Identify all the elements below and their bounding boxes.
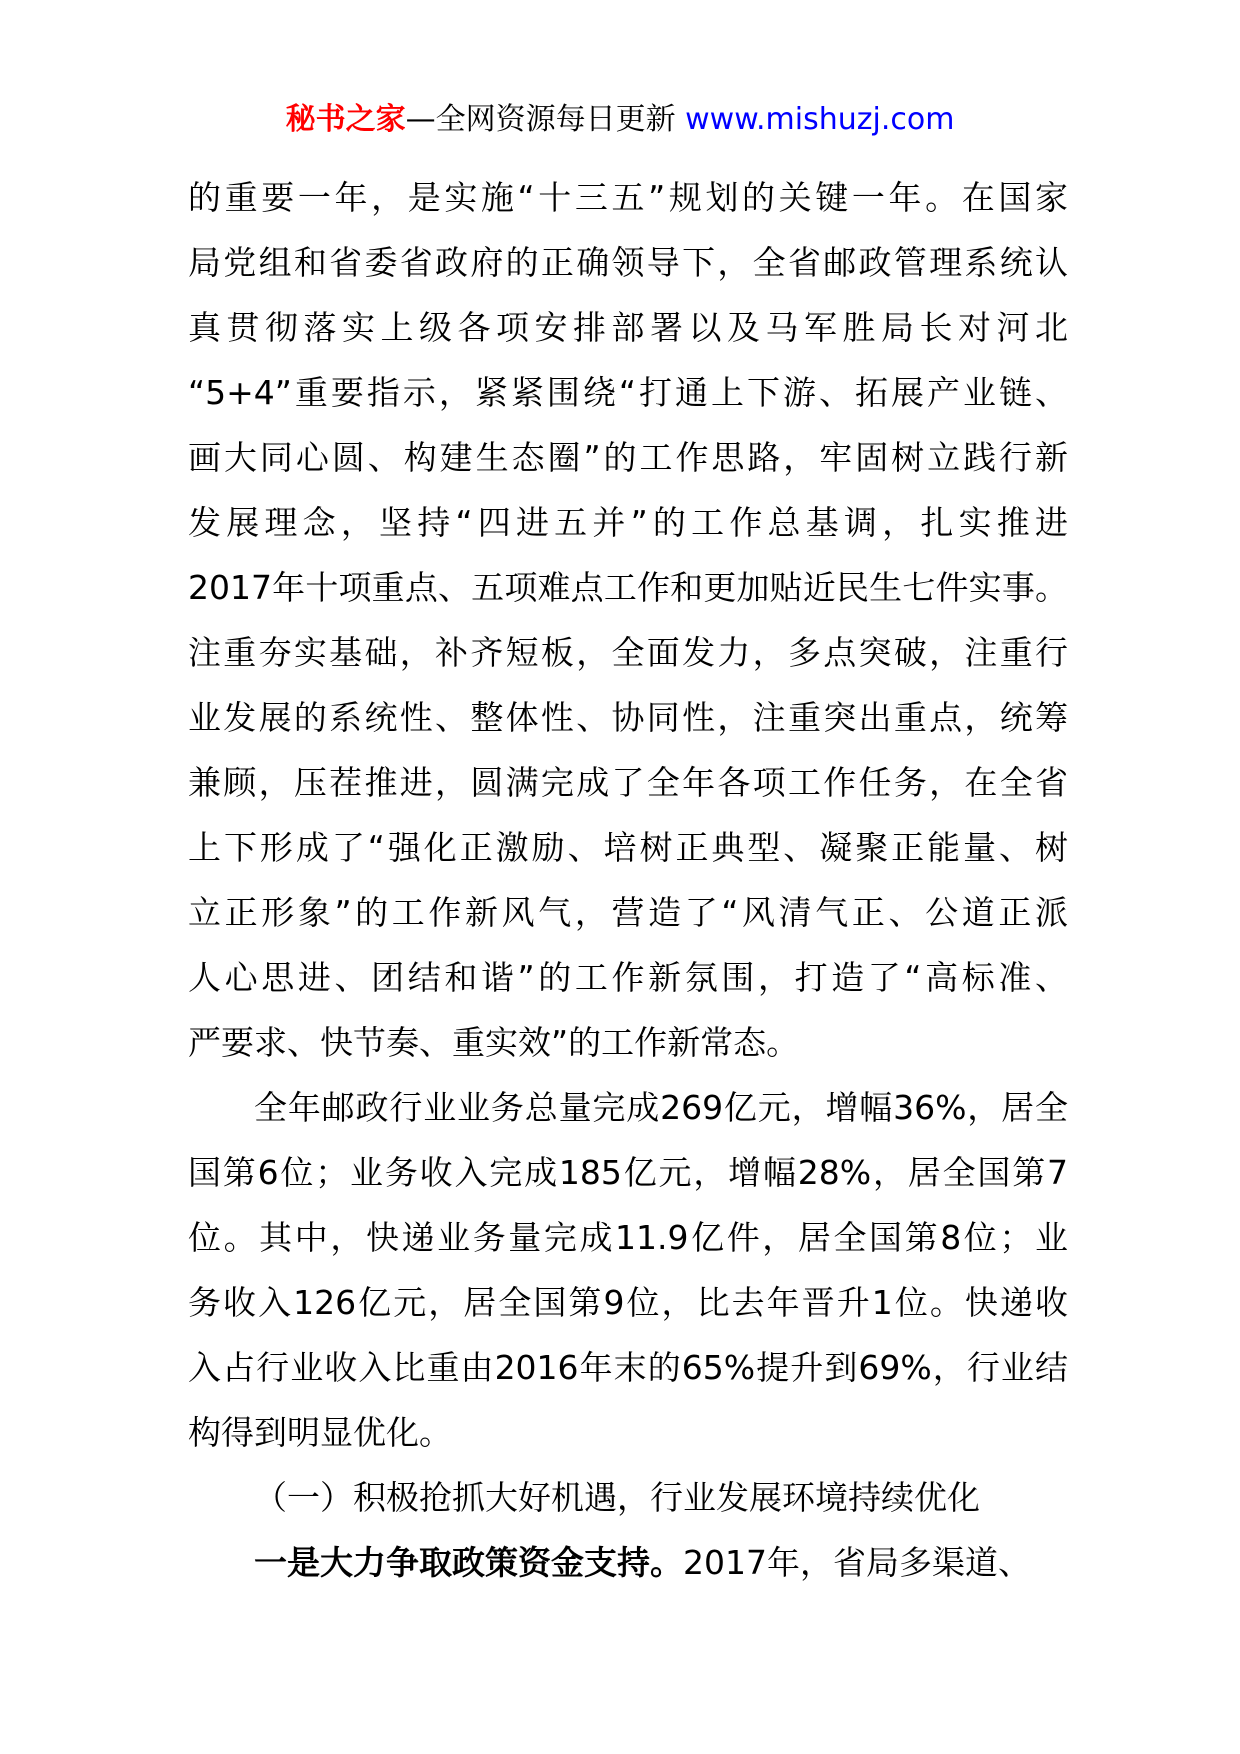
body-line: 入占行业收入比重由2016年末的65%提升到69%，行业结 — [188, 1348, 1068, 1387]
site-header — [0, 100, 1240, 140]
body-line: 局党组和省委省政府的正确领导下，全省邮政管理系统认 — [188, 243, 1068, 282]
section-heading: （一）积极抢抓大好机遇，行业发展环境持续优化 — [254, 1478, 980, 1517]
body-line: 业发展的系统性、整体性、协同性，注重突出重点，统筹 — [188, 698, 1068, 737]
body-line: 务收入126亿元，居全国第9位，比去年晋升1位。快递收 — [188, 1283, 1068, 1322]
body-line: 真贯彻落实上级各项安排部署以及马军胜局长对河北 — [188, 308, 1068, 347]
body-line: 严要求、快节奏、重实效”的工作新常态。 — [188, 1023, 800, 1062]
body-line: “5+4”重要指示，紧紧围绕“打通上下游、拓展产业链、 — [188, 373, 1068, 412]
body-line: 全年邮政行业业务总量完成269亿元，增幅36%，居全 — [254, 1088, 1068, 1127]
line-continuation: 2017年，省局多渠道、 — [683, 1543, 1031, 1582]
body-line: 发展理念，坚持“四进五并”的工作总基调，扎实推进 — [188, 503, 1068, 542]
body-line: 兼顾，压茬推进，圆满完成了全年各项工作任务，在全省 — [188, 763, 1068, 802]
body-line: 2017年十项重点、五项难点工作和更加贴近民生七件实事。 — [188, 568, 1068, 607]
body-line: 注重夯实基础，补齐短板，全面发力，多点突破，注重行 — [188, 633, 1068, 672]
site-tagline: —全网资源每日更新 — [405, 102, 686, 137]
body-line: 画大同心圆、构建生态圈”的工作思路，牢固树立践行新 — [188, 438, 1068, 477]
document-body — [188, 165, 1068, 1595]
body-line: 构得到明显优化。 — [188, 1413, 452, 1452]
body-line — [188, 1530, 1068, 1595]
bold-lead-phrase: 一是大力争取政策资金支持。 — [254, 1543, 683, 1582]
body-line: 上下形成了“强化正激励、培树正典型、凝聚正能量、树 — [188, 828, 1068, 867]
body-line: 国第6位；业务收入完成185亿元，增幅28%，居全国第7 — [188, 1153, 1068, 1192]
body-line: 的重要一年，是实施“十三五”规划的关键一年。在国家 — [188, 178, 1068, 217]
site-brand: 秘书之家 — [285, 102, 406, 137]
site-url[interactable]: www.mishuzj.com — [685, 102, 955, 137]
body-line: 位。其中，快递业务量完成11.9亿件，居全国第8位；业 — [188, 1218, 1068, 1257]
body-line: 立正形象”的工作新风气，营造了“风清气正、公道正派 — [188, 893, 1068, 932]
body-line: 人心思进、团结和谐”的工作新氛围，打造了“高标准、 — [188, 958, 1068, 997]
